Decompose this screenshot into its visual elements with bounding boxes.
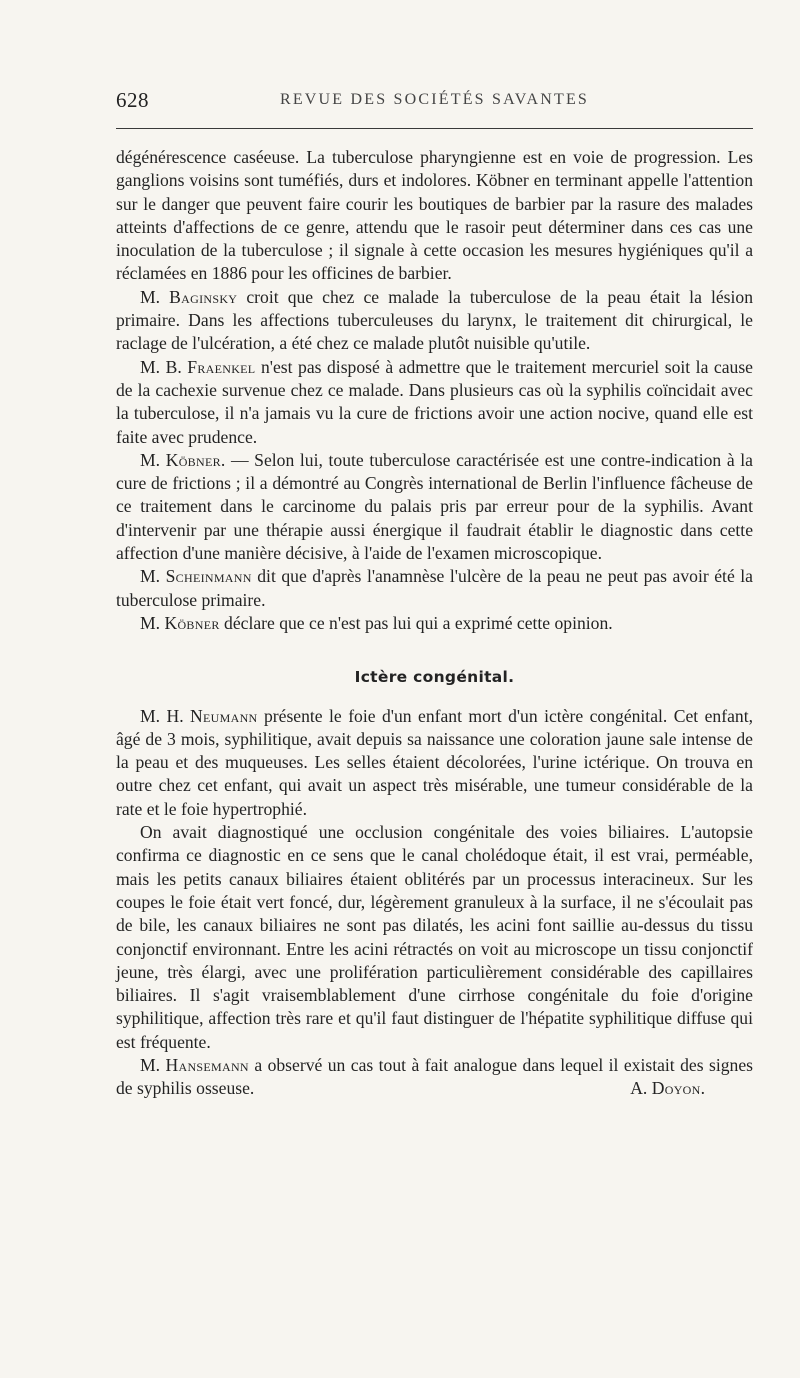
page-header — [116, 82, 753, 122]
speaker-name: Neumann — [190, 705, 258, 726]
paragraph: M. H. Neumann présente le foie d'un enfant mort d'un ictère congénital. Cet enfant, âgé de 3 mois, syphilitique, avait depuis sa naissance une coloration jaune sale intense de la peau et des muqueuses. Les selles étaient décolorées, l'urine ictérique. On trouva en outre chez cet enfant, qui avait un aspect très misérable, une tumeur considérable de la rate et le foie hypertrophié. — [116, 705, 753, 819]
header-rule — [116, 128, 753, 129]
speaker-name: Baginsky — [169, 286, 238, 307]
speaker-name: Hansemann — [165, 1054, 249, 1075]
speaker-name: Scheinmann — [165, 566, 252, 587]
speaker-name: Fraenkel — [187, 356, 256, 377]
section-title: Ictère congénital. — [354, 668, 515, 687]
paragraph: M. Köbner déclare que ce n'est pas lui qui a exprimé cette opinion. — [140, 612, 613, 633]
speaker-name: Köbner — [164, 612, 220, 633]
body-text — [116, 146, 753, 1101]
author-signature: A. Doyon. — [630, 1078, 705, 1099]
running-title: REVUE DES SOCIÉTÉS SAVANTES — [279, 91, 590, 108]
speaker-name: Köbner — [165, 449, 221, 470]
paragraph: M. Baginsky croit que chez ce malade la tuberculose de la peau était la lésion primaire. Dans les affections tuberculeuses du larynx, le traitement dit chirurgical, le raclage de l'ulcération, a été chez ce malade plutôt nuisible qu'utile. — [116, 286, 753, 354]
paragraph: On avait diagnostiqué une occlusion congénitale des voies biliaires. L'autopsie confirma ce diagnostic en ce sens que le canal cholédoque était, il est vrai, perméable, mais les petits canaux biliaires étaient oblitérés par un processus interacineux. Sur les coupes le foie était vert foncé, dur, légèrement granuleux à la surface, il ne s'écoulait pas de bile, les canaux biliaires ne sont pas dilatés, les acini font saillie au-dessus du tissu conjonctif environnant. Entre les acini rétractés on voit au microscope un tissu conjonctif jeune, très élargi, avec une prolifération particulièrement considérable des capillaires biliaires. Il s'agit vraisemblablement d'une cirrhose congénitale du foie d'origine syphilitique, affection très rare et qu'il faut distinguer de l'hépatite syphilitique diffuse qui est fréquente. — [116, 822, 753, 1052]
document-page — [116, 82, 753, 1099]
paragraph: M. B. Fraenkel n'est pas disposé à admettre que le traitement mercuriel soit la cause de la cachexie survenue chez ce malade. Dans plusieurs cas où la syphilis coïncidait avec la tuberculose, il n'a jamais vu la cure de frictions avoir une action nocive, quand elle est faite avec prudence. — [116, 356, 753, 447]
paragraph: dégénérescence caséeuse. La tuberculose pharyngienne est en voie de progression. Les ganglions voisins sont tuméfiés, durs et indolores. Köbner en terminant appelle l'attention sur le danger que peuvent faire courir les boutiques de barbier par la rasure des malades atteints d'affections de ce genre, attendu que le rasoir peut déterminer dans ces cas une inoculation de la tuberculose ; il signale à cette occasion les mesures hygiéniques qu'il a réclamées en 1886 pour les officines de barbier. — [116, 147, 753, 284]
paragraph: M. Hansemann a observé un cas tout à fait analogue dans lequel il existait des signes de syphilis osseuse. A. Doyon. — [116, 1054, 753, 1101]
paragraph: M. Scheinmann dit que d'après l'anamnèse l'ulcère de la peau ne peut pas avoir été la tuberculose primaire. — [116, 566, 753, 610]
page-number: 628 — [116, 88, 149, 112]
paragraph: M. Köbner. — Selon lui, toute tuberculose caractérisée est une contre-indication à la cure de frictions ; il a démontré au Congrès international de Berlin l'influence fâcheuse de ce traitement dans le carcinome du palais pris par erreur pour de la syphilis. Avant d'intervenir par une thérapie aussi énergique il faudrait établir le diagnostic dans cette affection d'une manière décisive, à l'aide de l'examen microscopique. — [116, 449, 753, 564]
